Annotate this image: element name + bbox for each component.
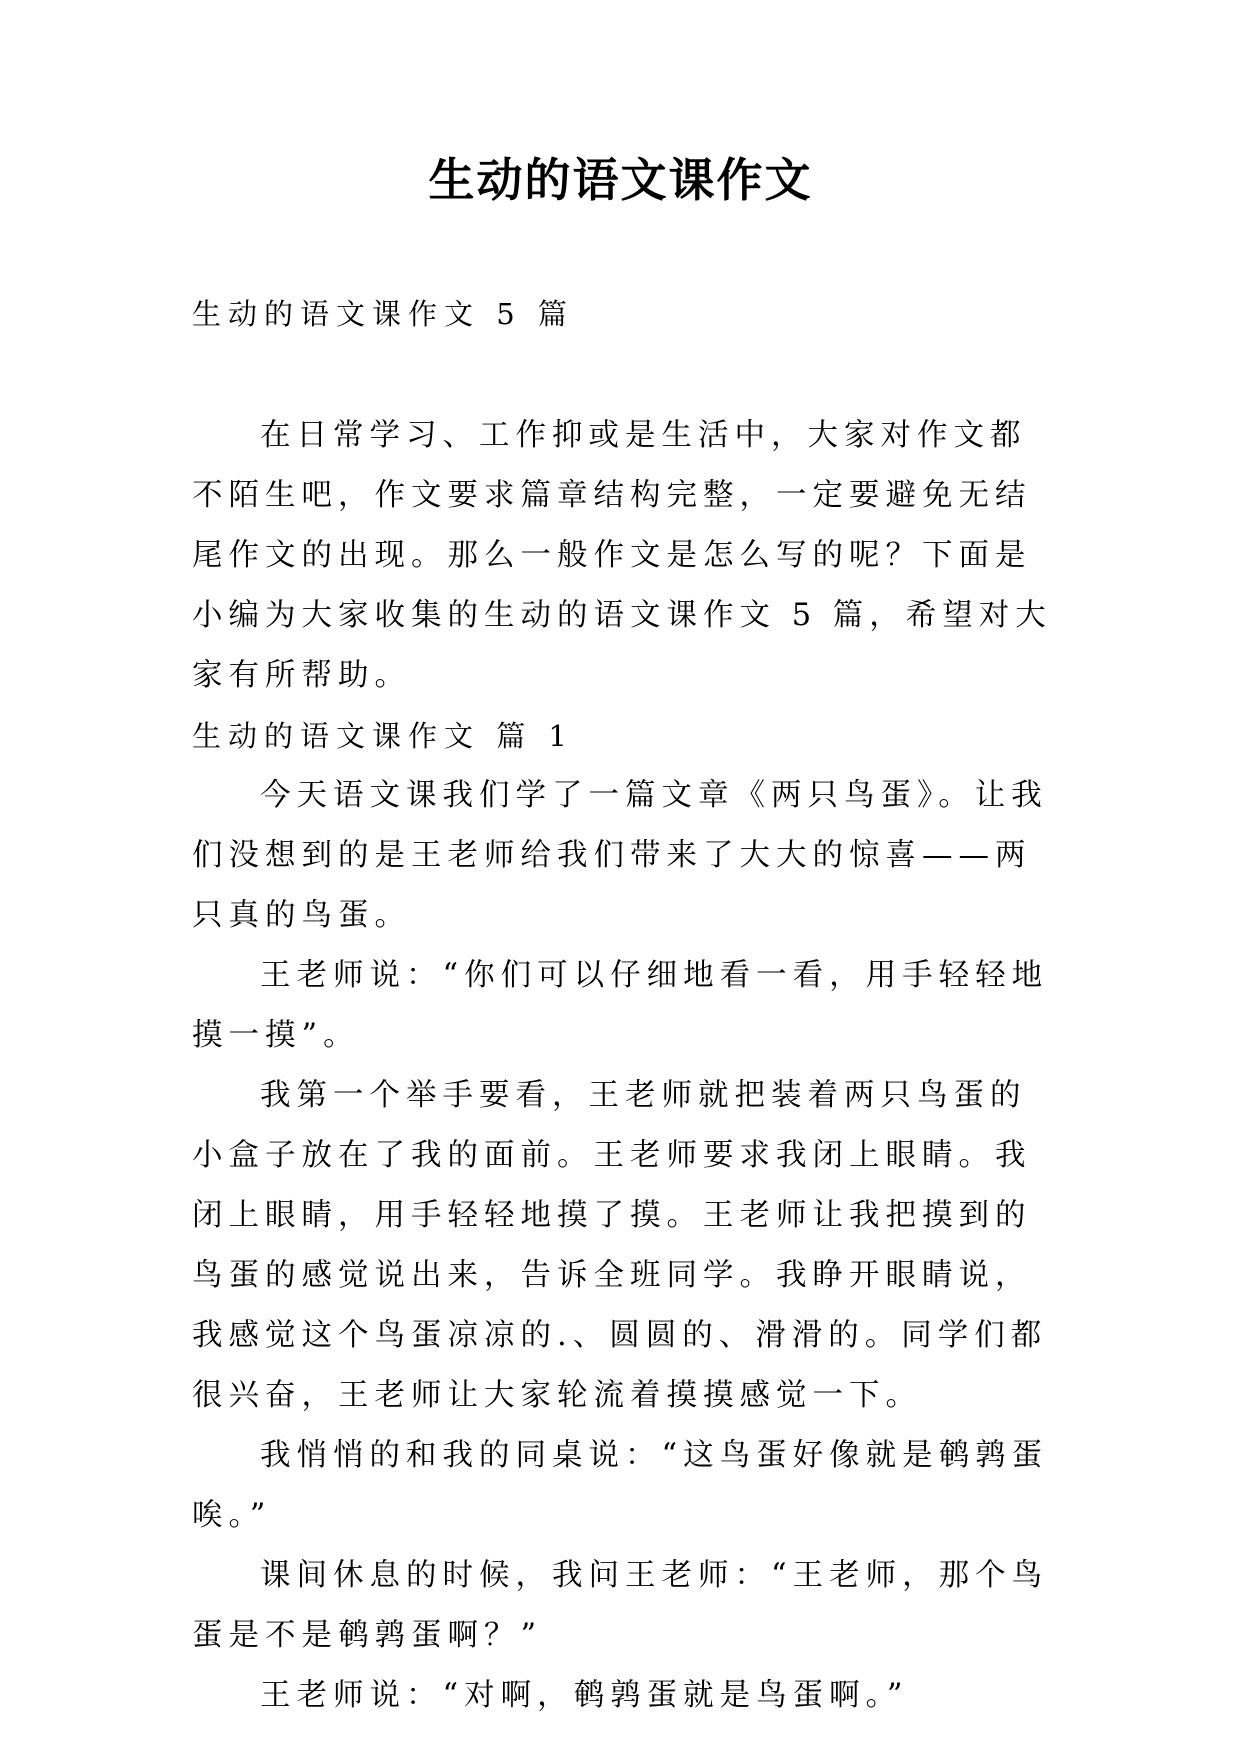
document-subtitle: 生动的语文课作文 5 篇 xyxy=(192,297,574,331)
document-title: 生动的语文课作文 xyxy=(428,153,813,207)
document-body xyxy=(192,406,1060,1726)
body-paragraph: 我悄悄的和我的同桌说：“这鸟蛋好像就是鹌鹑蛋唉。” xyxy=(192,1438,1049,1533)
intro-paragraph: 在日常学习、工作抑或是生活中，大家对作文都不陌生吧，作文要求篇章结构完整，一定要避免无结尾作文的出现。那么一般作文是怎么写的呢？下面是小编为大家收集的生动的语文课作文 5 篇，希望对大家有所帮助。 xyxy=(192,418,1052,693)
body-paragraph: 今天语文课我们学了一篇文章《两只鸟蛋》。让我们没想到的是王老师给我们带来了大大的惊喜——两只真的鸟蛋。 xyxy=(192,778,1048,933)
body-paragraph: 王老师说：“对啊，鹌鹑蛋就是鸟蛋啊。” xyxy=(260,1678,909,1713)
section-heading: 生动的语文课作文 篇 1 xyxy=(192,719,574,753)
body-paragraph: 课间休息的时候，我问王老师：“王老师，那个鸟蛋是不是鹌鹑蛋啊？” xyxy=(192,1558,1049,1653)
body-paragraph: 王老师说：“你们可以仔细地看一看，用手轻轻地摸一摸”。 xyxy=(192,958,1049,1053)
body-paragraph: 我第一个举手要看，王老师就把装着两只鸟蛋的小盒子放在了我的面前。王老师要求我闭上眼睛。我闭上眼睛，用手轻轻地摸了摸。王老师让我把摸到的鸟蛋的感觉说出来，告诉全班同学。我睁开眼睛说，我感觉这个鸟蛋凉凉的.、圆圆的、滑滑的。同学们都很兴奋，王老师让大家轮流着摸摸感觉一下。 xyxy=(192,1078,1048,1413)
